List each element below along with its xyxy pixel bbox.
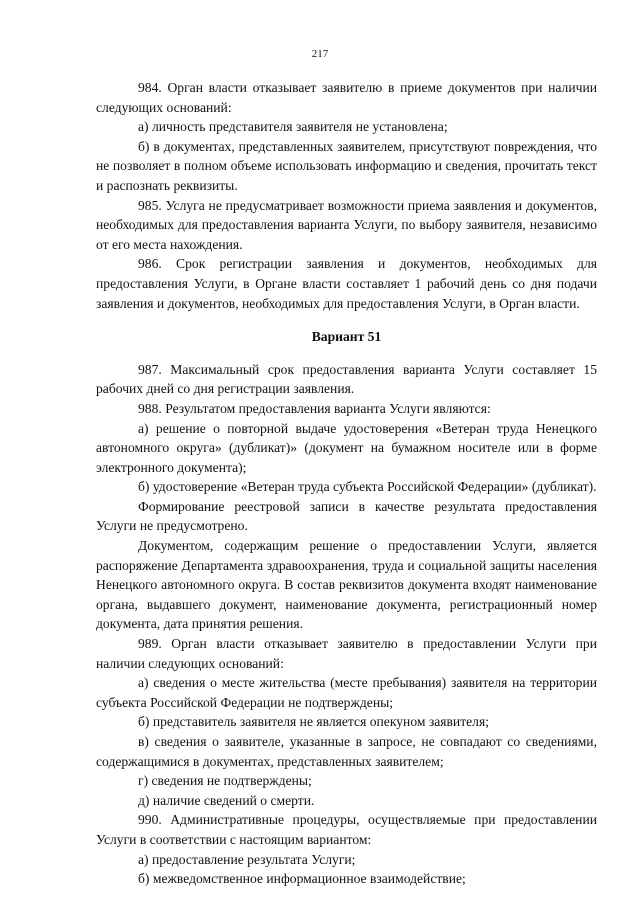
document-body	[96, 78, 597, 889]
paragraph-989-b: б) представитель заявителя не является опекуном заявителя;	[138, 714, 489, 730]
paragraph-984-a: а) личность представителя заявителя не установлена;	[138, 119, 448, 135]
paragraph-989-g: г) сведения не подтверждены;	[138, 773, 312, 789]
paragraph-990-b: б) межведомственное информационное взаимодействие;	[138, 871, 466, 887]
paragraph-989-d: д) наличие сведений о смерти.	[138, 792, 315, 808]
paragraph-988: 988. Результатом предоставления варианта Услуги являются:	[138, 400, 491, 416]
paragraph-decision-document: Документом, содержащим решение о предоставлении Услуги, является распоряжение Департамента здравоохранения, труда и социальной защиты населения Ненецкого автономного округа. В состав реквизитов документа входят наименование органа, выдавшего документ, наименование документа, регистрационный номер документа, дата принятия решения.	[96, 538, 597, 632]
paragraph-registry-note: Формирование реестровой записи в качестве результата предоставления Услуги не предусмотрено.	[96, 498, 597, 534]
page-number: 217	[311, 48, 329, 60]
paragraph-987: 987. Максимальный срок предоставления варианта Услуги составляет 15 рабочих дней со дня регистрации заявления.	[96, 361, 597, 397]
paragraph-989-a: а) сведения о месте жительства (месте пребывания) заявителя на территории субъекта Российской Федерации не подтверждены;	[96, 675, 597, 710]
paragraph-988-a: а) решение о повторной выдаче удостоверения «Ветеран труда Ненецкого автономного округа» (дубликат)» (документ на бумажном носителе или в форме электронного документа);	[96, 420, 597, 475]
paragraph-984: 984. Орган власти отказывает заявителю в приеме документов при наличии следующих оснований:	[96, 80, 597, 115]
paragraph-989-v: в) сведения о заявителе, указанные в запросе, не совпадают со сведениями, содержащимися в документах, представленных заявителем;	[96, 734, 597, 769]
paragraph-989: 989. Орган власти отказывает заявителю в предоставлении Услуги при наличии следующих оснований:	[96, 636, 597, 671]
paragraph-984-b: б) в документах, представленных заявителем, присутствуют повреждения, что не позволяет в полном объеме использовать информацию и сведения, прочитать текст и распознать реквизиты.	[96, 138, 597, 193]
paragraph-990: 990. Административные процедуры, осуществляемые при предоставлении Услуги в соответствии с настоящим вариантом:	[96, 812, 597, 847]
paragraph-985: 985. Услуга не предусматривает возможности приема заявления и документов, необходимых для предоставления варианта Услуги, по выбору заявителя, независимо от его места нахождения.	[96, 197, 597, 252]
paragraph-986: 986. Срок регистрации заявления и документов, необходимых для предоставления Услуги, в Органе власти составляет 1 рабочий день со дня подачи заявления и документов, необходимых для предоставления Услуги, в Орган власти.	[96, 256, 597, 311]
paragraph-988-b: б) удостоверение «Ветеран труда субъекта Российской Федерации» (дубликат).	[138, 479, 597, 495]
section-heading: Вариант 51	[311, 329, 382, 345]
paragraph-990-a: а) предоставление результата Услуги;	[138, 851, 356, 867]
